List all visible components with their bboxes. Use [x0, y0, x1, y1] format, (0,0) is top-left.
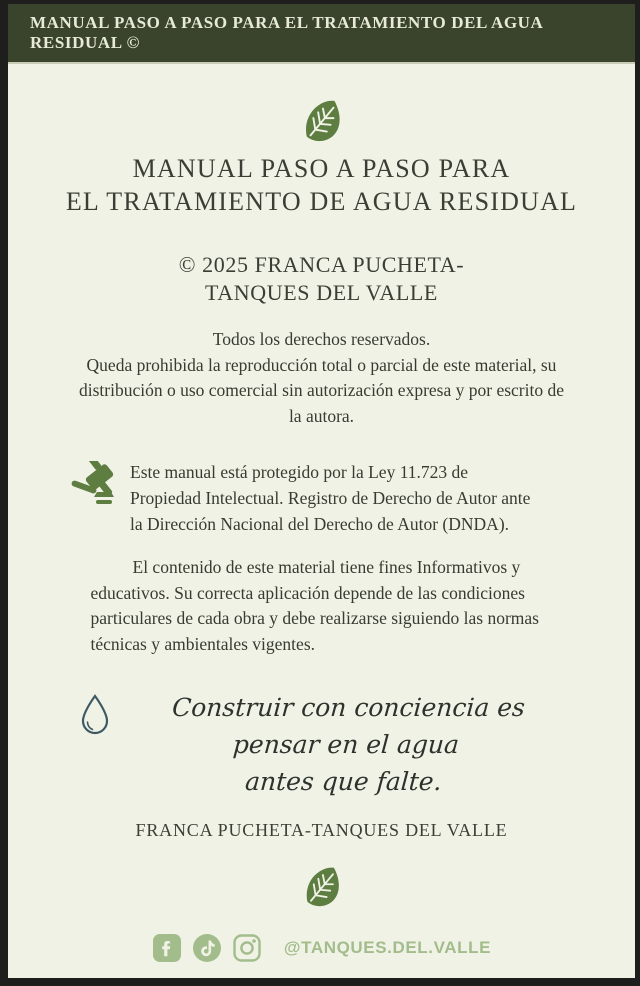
rights-rest: Queda prohibida la reproducción total o parcial de este material, su distribución o uso comercial sin autorización expresa y por escrito de la autora.: [79, 354, 564, 426]
page-title-line1: MANUAL PASO A PASO PARA: [132, 154, 511, 183]
quote-section: [78, 689, 566, 800]
leaf-icon: [299, 98, 345, 144]
water-drop-icon: [78, 693, 112, 739]
quote-line2: antes que falte.: [243, 767, 443, 796]
quote-text: [122, 689, 570, 800]
copyright-line1: © 2025 FRANCA PUCHETA-: [178, 252, 465, 277]
leaf-icon: [300, 865, 344, 909]
header-bar: [8, 4, 635, 64]
page-title: [66, 152, 577, 218]
tiktok-icon[interactable]: [192, 933, 222, 963]
social-handle[interactable]: @TANQUES.DEL.VALLE: [283, 938, 492, 957]
copyright-line2: TANQUES DEL VALLE: [205, 280, 438, 305]
header-title: MANUAL PASO A PASO PARA EL TRATAMIENTO DEL AGUA RESIDUAL ©: [30, 13, 543, 52]
page-body: [8, 64, 635, 976]
rights-paragraph: [79, 327, 565, 429]
page-title-line2: EL TRATAMIENTO DE AGUA RESIDUAL: [65, 187, 578, 216]
rights-line1: Todos los derechos reservados.: [212, 329, 431, 349]
social-links-row: [152, 933, 491, 963]
quote-line1: Construir con conciencia es pensar en el agua: [170, 693, 526, 759]
copyright-heading: [179, 251, 464, 307]
author-name: FRANCA PUCHETA-TANQUES DEL VALLE: [135, 820, 508, 840]
instagram-icon[interactable]: [232, 933, 262, 963]
facebook-icon[interactable]: [152, 933, 182, 963]
law-notice-text: Este manual está protegido por la Ley 11.723 de Propiedad Intelectual. Registro de Derecho de Autor ante la Dirección Nacional del Derecho de Autor (DNDA).: [130, 462, 531, 534]
law-notice-section: [70, 459, 532, 537]
gavel-icon: [70, 461, 118, 509]
content-note-paragraph: El contenido de este material tiene fines Informativos y educativos. Su correcta aplicación depende de las condiciones particulares de cada obra y debe realizarse siguiendo las normas técnicas y ambientales vigentes.: [90, 557, 539, 654]
